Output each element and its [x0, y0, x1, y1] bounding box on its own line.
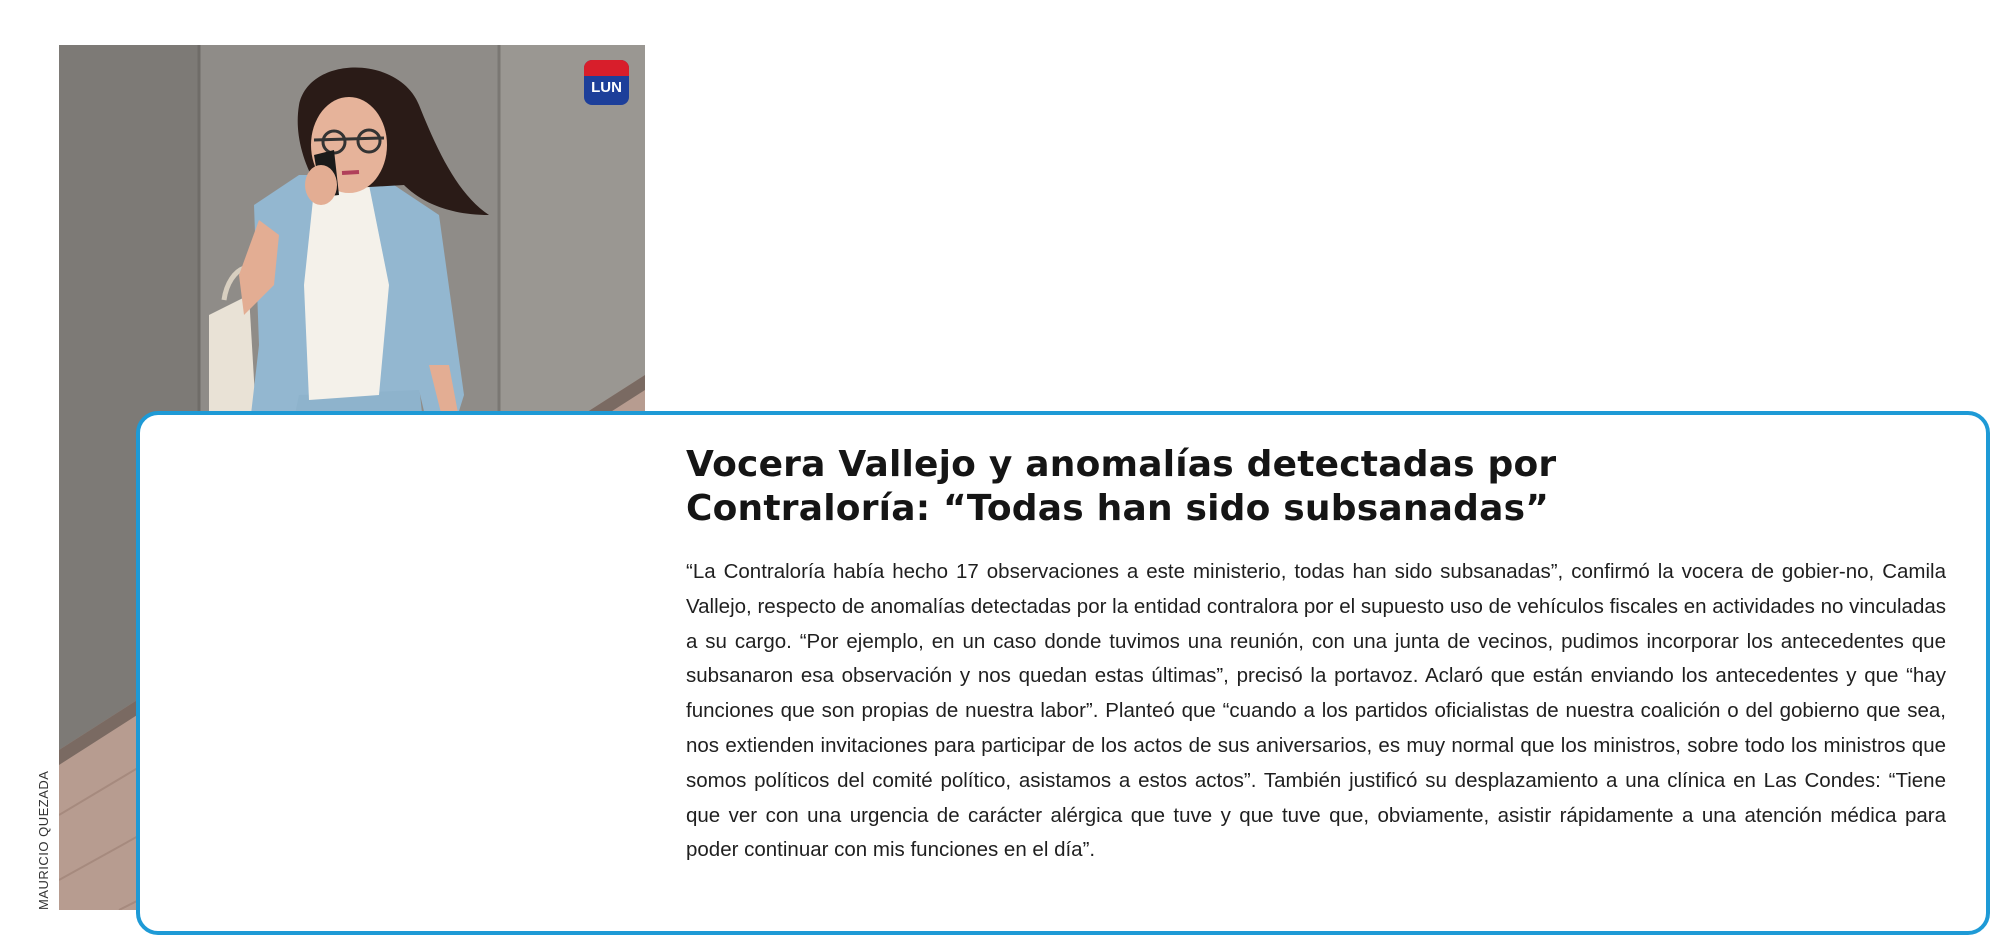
article-headline [686, 443, 1866, 531]
headline-line-1: Vocera Vallejo y anomalías detectadas por [686, 444, 1557, 485]
lun-logo [584, 60, 629, 105]
photo-credit: MAURICIO QUEZADA [36, 770, 51, 910]
article-body: “La Contraloría había hecho 17 observaciones a este ministerio, todas han sido subsanadas”, confirmó la vocera de gobier-no, Camila Vallejo, respecto de anomalías detectadas por la entidad contralora por el supuesto uso de vehículos fiscales en actividades no vinculadas a su cargo. “Por ejemplo, en un caso donde tuvimos una reunión, con una junta de vecinos, pudimos incorporar los antecedentes que subsanaron esa observación y nos quedan estas últimas”, precisó la portavoz. Aclaró que están enviando los antecedentes y que “hay funciones que son propias de nuestra labor”. Planteó que “cuando a los partidos oficialistas de nuestra coalición o del gobierno que sea, nos extienden invitaciones para participar de los actos de sus aniversarios, es muy normal que los ministros, sobre todo los ministros que somos políticos del comité político, asistamos a estos actos”. También justificó su desplazamiento a una clínica en Las Condes: “Tiene que ver con una urgencia de carácter alérgica que tuve y que tuve que, obviamente, asistir rápidamente a una atención médica para poder continuar con mis funciones en el día”. [686, 560, 1946, 862]
headline-line-2: Contraloría: “Todas han sido subsanadas” [686, 488, 1550, 529]
lun-logo-text: LUN [591, 79, 622, 96]
